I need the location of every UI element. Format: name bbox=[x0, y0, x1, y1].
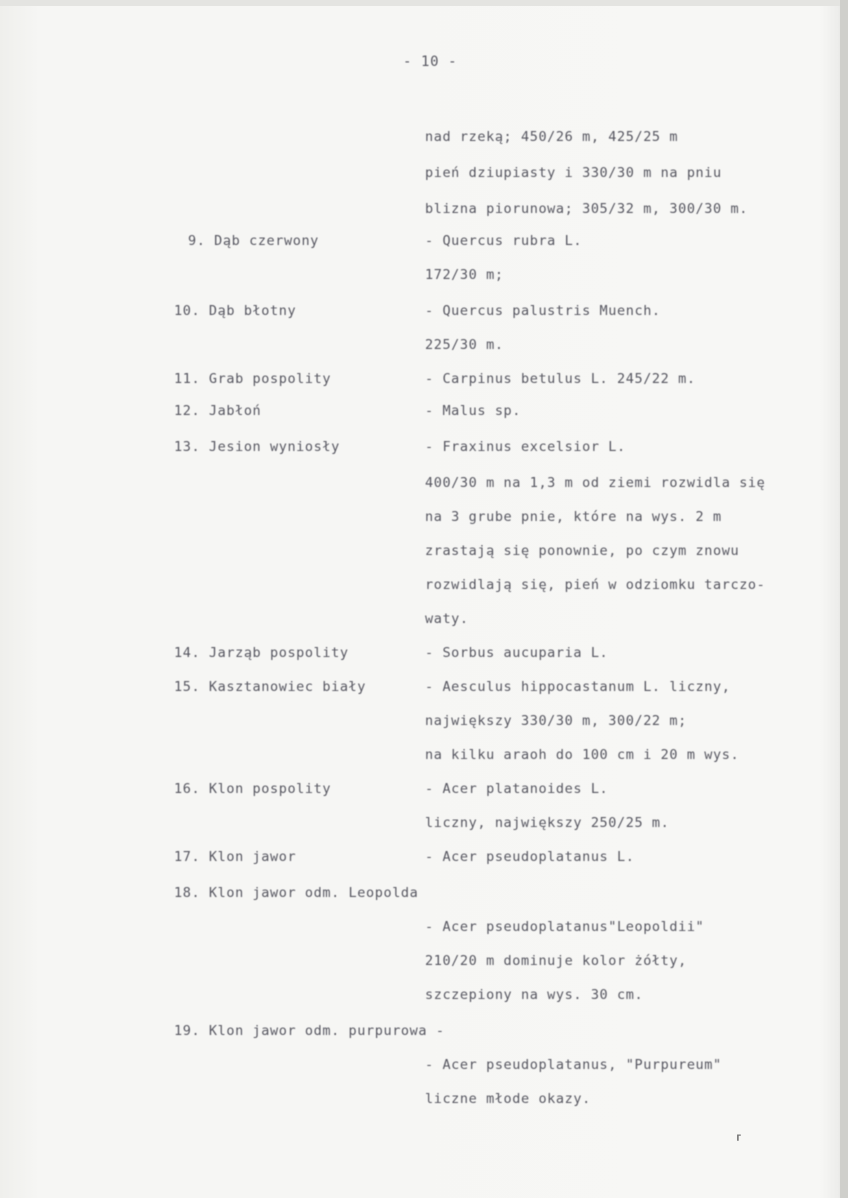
text-line: pień dziupiasty i 330/30 m na pniu bbox=[425, 165, 722, 181]
text-line: największy 330/30 m, 300/22 m; bbox=[425, 713, 687, 729]
species-number-name: 15. Kasztanowiec biały bbox=[174, 679, 367, 695]
species-number-name: 18. Klon jawor odm. Leopolda bbox=[174, 885, 419, 901]
species-latin-name: - Acer pseudoplatanus, "Purpureum" bbox=[425, 1057, 722, 1073]
species-number-name: 11. Grab pospolity bbox=[174, 371, 332, 387]
species-latin-name: - Sorbus aucuparia L. bbox=[425, 645, 609, 661]
text-line: liczne młode okazy. bbox=[425, 1091, 591, 1107]
species-latin-name: - Aesculus hippocastanum L. liczny, bbox=[425, 679, 731, 695]
text-line: 400/30 m na 1,3 m od ziemi rozwidla się bbox=[425, 475, 766, 491]
species-number-name: 13. Jesion wyniosły bbox=[174, 439, 340, 455]
text-line: 172/30 m; bbox=[425, 267, 504, 283]
species-latin-name: - Acer platanoides L. bbox=[425, 781, 609, 797]
species-number-name: 9. Dąb czerwony bbox=[188, 233, 319, 249]
text-line: zrastają się ponownie, po czym znowu bbox=[425, 543, 740, 559]
species-latin-name: - Carpinus betulus L. 245/22 m. bbox=[425, 371, 696, 387]
species-latin-name: - Acer pseudoplatanus L. bbox=[425, 849, 635, 865]
species-latin-name: - Quercus rubra L. bbox=[425, 233, 583, 249]
text-line: nad rzeką; 450/26 m, 425/25 m bbox=[425, 129, 679, 145]
text-line: liczny, największy 250/25 m. bbox=[425, 815, 670, 831]
text-line: na 3 grube pnie, które na wys. 2 m bbox=[425, 509, 722, 525]
text-line: waty. bbox=[425, 611, 469, 627]
species-latin-name: - Fraxinus excelsior L. bbox=[425, 439, 626, 455]
page-number: - 10 - bbox=[403, 54, 458, 70]
text-line: na kilku araoh do 100 cm i 20 m wys. bbox=[425, 747, 740, 763]
species-latin-name: - Quercus palustris Muench. bbox=[425, 303, 661, 319]
species-number-name: 10. Dąb błotny bbox=[174, 303, 297, 319]
pen-tick-mark: ⸢ bbox=[733, 1132, 744, 1153]
page-right-edge bbox=[840, 0, 848, 1198]
text-line: rozwidlają się, pień w odziomku tarczo- bbox=[425, 577, 766, 593]
text-line: 225/30 m. bbox=[425, 337, 504, 353]
page-top-edge bbox=[0, 0, 848, 6]
text-line: blizna piorunowa; 305/32 m, 300/30 m. bbox=[425, 201, 748, 217]
species-latin-name: - Acer pseudoplatanus"Leopoldii" bbox=[425, 919, 705, 935]
species-latin-name: - Malus sp. bbox=[425, 403, 522, 419]
species-number-name: 19. Klon jawor odm. purpurowa - bbox=[174, 1023, 445, 1039]
text-line: szczepiony na wys. 30 cm. bbox=[425, 987, 644, 1003]
species-number-name: 16. Klon pospolity bbox=[174, 781, 332, 797]
species-number-name: 17. Klon jawor bbox=[174, 849, 297, 865]
species-number-name: 12. Jabłoń bbox=[174, 403, 262, 419]
species-number-name: 14. Jarząb pospolity bbox=[174, 645, 349, 661]
text-line: 210/20 m dominuje kolor żółty, bbox=[425, 953, 687, 969]
